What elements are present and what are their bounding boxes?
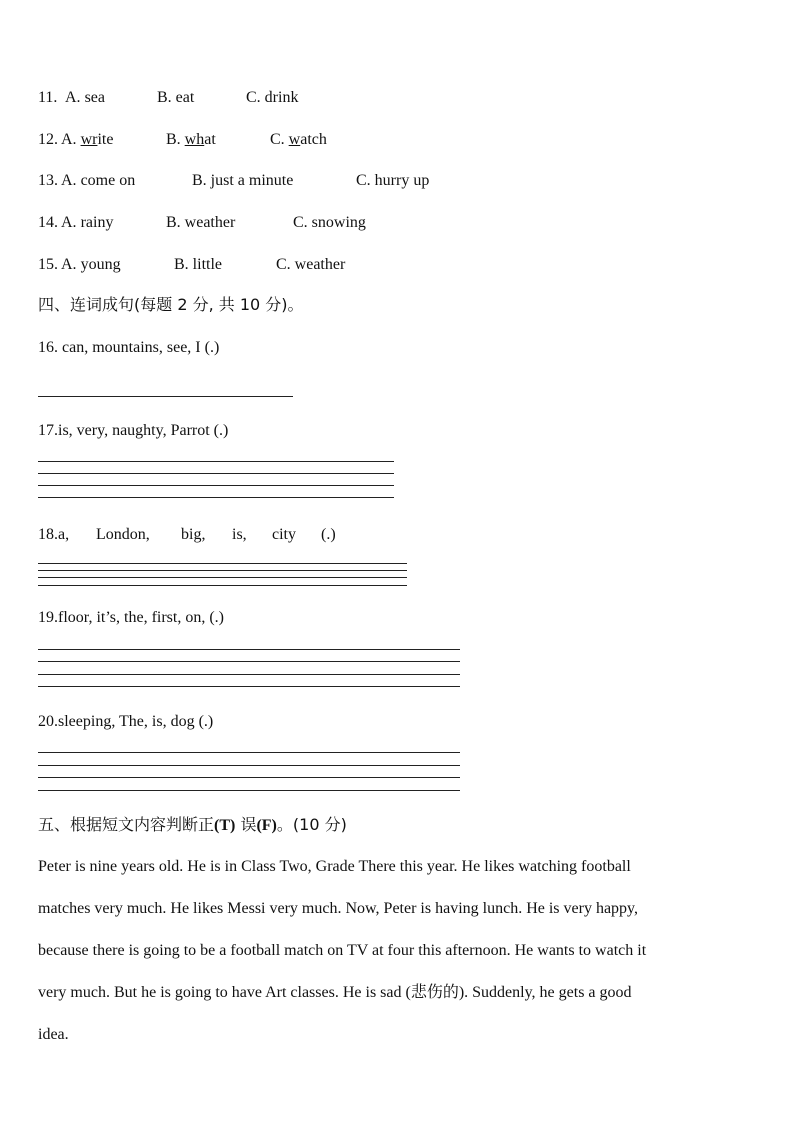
answer-line[interactable] <box>38 752 460 753</box>
word: city <box>272 526 296 543</box>
passage-line: Peter is nine years old. He is in Class Two, Grade There this year. He likes watching football <box>38 858 631 875</box>
option-c: C. weather <box>276 256 346 273</box>
question-number: 14. <box>38 214 58 231</box>
answer-line[interactable] <box>38 661 460 662</box>
option-b: B. weather <box>166 214 236 231</box>
passage-line: matches very much. He likes Messi very much. Now, Peter is having lunch. He is very happy, <box>38 900 639 917</box>
question-13 <box>38 171 538 191</box>
option-c: C. snowing <box>293 214 366 231</box>
option-c: C. hurry up <box>356 172 430 189</box>
option-b: B. little <box>174 256 222 273</box>
option-c: C. drink <box>246 89 299 106</box>
section-4-heading: 四、连词成句(每题 2 分, 共 10 分)。 <box>38 295 304 314</box>
option-a: A. sea <box>65 89 105 106</box>
sentence-16: 16. can, mountains, see, I (.) <box>38 339 220 356</box>
word: big, <box>181 526 206 543</box>
answer-line[interactable] <box>38 473 394 474</box>
word: is, <box>232 526 247 543</box>
passage-line: because there is going to be a football match on TV at four this afternoon. He wants to watch it <box>38 942 647 959</box>
answer-line[interactable] <box>38 674 460 675</box>
answer-line[interactable] <box>38 686 460 687</box>
option-a: A. come on <box>61 172 136 189</box>
sentence-17: 17.is, very, naughty, Parrot (.) <box>38 422 229 439</box>
answer-line[interactable] <box>38 396 293 397</box>
question-number: 15. <box>38 256 58 273</box>
passage-line: very much. But he is going to have Art classes. He is sad (悲伤的). Suddenly, he gets a good <box>38 984 632 1001</box>
word: 18.a, <box>38 526 70 543</box>
answer-line[interactable] <box>38 585 407 586</box>
answer-line[interactable] <box>38 790 460 791</box>
answer-line[interactable] <box>38 497 394 498</box>
section-5-heading: 五、根据短文内容判断正(T) 误(F)。(10 分) <box>38 815 347 834</box>
answer-line[interactable] <box>38 461 394 462</box>
question-12 <box>38 130 538 150</box>
answer-line[interactable] <box>38 777 460 778</box>
question-15 <box>38 255 538 275</box>
sentence-19: 19.floor, it’s, the, first, on, (.) <box>38 609 224 626</box>
option-c: C. watch <box>270 131 327 148</box>
question-number: 13. <box>38 172 58 189</box>
answer-line[interactable] <box>38 570 407 571</box>
option-a: A. write <box>61 131 114 148</box>
answer-line[interactable] <box>38 563 407 564</box>
answer-line[interactable] <box>38 577 407 578</box>
passage-line: idea. <box>38 1026 69 1043</box>
answer-line[interactable] <box>38 765 460 766</box>
word: (.) <box>321 526 336 543</box>
question-number: 11. <box>38 89 58 106</box>
sentence-18 <box>38 525 398 545</box>
sentence-20: 20.sleeping, The, is, dog (.) <box>38 713 214 730</box>
option-b: B. what <box>166 131 216 148</box>
question-number: 12. <box>38 131 58 148</box>
answer-line[interactable] <box>38 485 394 486</box>
word: London, <box>96 526 150 543</box>
question-11 <box>38 88 538 108</box>
option-a: A. rainy <box>61 214 114 231</box>
question-14 <box>38 213 538 233</box>
option-a: A. young <box>61 256 121 273</box>
answer-line[interactable] <box>38 649 460 650</box>
option-b: B. just a minute <box>192 172 294 189</box>
option-b: B. eat <box>157 89 195 106</box>
